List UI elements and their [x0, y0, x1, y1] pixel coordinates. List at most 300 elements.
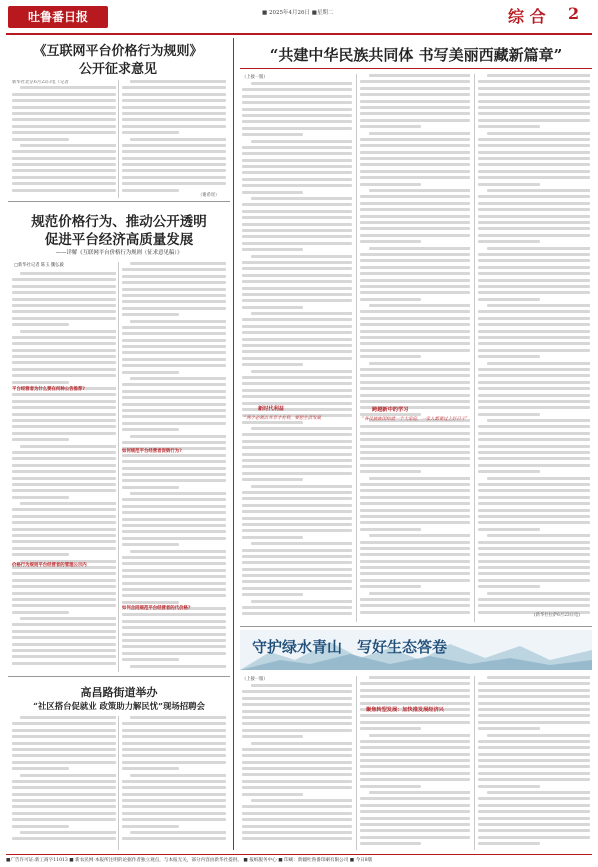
- text-line: [360, 138, 470, 141]
- text-line: [478, 413, 540, 416]
- text-line: [360, 515, 470, 518]
- text-line: [478, 547, 590, 550]
- text-line: [122, 511, 226, 514]
- text-line: [122, 415, 226, 418]
- text-line: [20, 272, 116, 275]
- text-line: [122, 326, 226, 329]
- text-line: [360, 611, 470, 614]
- text-line: [122, 364, 226, 367]
- text-line: [122, 786, 226, 789]
- text-line: [360, 695, 470, 698]
- text-line: [12, 112, 116, 115]
- text-line: [360, 279, 470, 282]
- text-line: [478, 560, 590, 563]
- text-line: [360, 804, 470, 807]
- text-line: [122, 268, 226, 271]
- text-line: [12, 157, 116, 160]
- text-line: [487, 534, 590, 537]
- article5-subhead1: 聚焦转型发展：加快推发展经济兴: [366, 707, 444, 713]
- text-line: [369, 791, 470, 794]
- text-line: [369, 247, 470, 250]
- text-line: [251, 140, 352, 143]
- text-line: [12, 169, 116, 172]
- text-line: [122, 93, 226, 96]
- text-line: [12, 400, 116, 403]
- text-line: [478, 394, 590, 397]
- text-line: [360, 323, 470, 326]
- text-line: [122, 454, 226, 457]
- text-line: [242, 748, 352, 751]
- text-line: [130, 377, 226, 380]
- text-line: [122, 176, 226, 179]
- text-line: [251, 197, 352, 200]
- text-line: [242, 761, 352, 764]
- text-line: [122, 403, 226, 406]
- text-line: [122, 118, 226, 121]
- text-line: [122, 313, 179, 316]
- text-line: [478, 279, 590, 282]
- text-line: [478, 93, 590, 96]
- text-line: [478, 438, 590, 441]
- text-line: [122, 112, 226, 115]
- text-line: [478, 259, 590, 262]
- text-line: [122, 569, 226, 572]
- text-line: [242, 523, 352, 526]
- text-line: [12, 457, 116, 460]
- text-line: [20, 617, 116, 620]
- article4-title: “共建中华民族共同体 书写美丽西藏新篇章”: [269, 46, 563, 64]
- text-line: [251, 684, 352, 687]
- text-line: [242, 837, 352, 840]
- text-line: [360, 528, 421, 531]
- text-line: [360, 374, 470, 377]
- text-line: [487, 132, 590, 135]
- text-line: [360, 785, 421, 788]
- text-line: [12, 464, 116, 467]
- text-line: [12, 118, 116, 121]
- text-line: [12, 304, 116, 307]
- text-line: [478, 170, 590, 173]
- text-line: [242, 574, 352, 577]
- text-line: [360, 823, 470, 826]
- text-line: [360, 93, 470, 96]
- text-line: [360, 381, 470, 384]
- text-line: [242, 114, 352, 117]
- text-line: [130, 550, 226, 553]
- text-line: [478, 483, 590, 486]
- text-line: [122, 371, 179, 374]
- article1-divider: [8, 201, 230, 202]
- text-line: [130, 492, 226, 495]
- text-line: [242, 433, 352, 436]
- text-line: [122, 486, 179, 489]
- text-line: [242, 716, 352, 719]
- text-line: [12, 515, 116, 518]
- text-line: [478, 496, 590, 499]
- text-line: [478, 708, 590, 711]
- text-line: [12, 163, 116, 166]
- text-line: [122, 144, 226, 147]
- text-line: [242, 497, 352, 500]
- text-line: [242, 504, 352, 507]
- text-line: [12, 483, 116, 486]
- text-line: [478, 163, 590, 166]
- article3-subtitle: “社区搭台促就业 政策助力解民忧”现场招聘会: [33, 701, 205, 711]
- text-line: [360, 112, 470, 115]
- article2-divider: [8, 676, 230, 677]
- text-line: [478, 387, 590, 390]
- text-line: [122, 169, 226, 172]
- text-line: [360, 355, 421, 358]
- text-line: [242, 338, 352, 341]
- text-line: [122, 351, 226, 354]
- text-line: [360, 144, 470, 147]
- text-line: [242, 421, 303, 424]
- text-line: [12, 419, 116, 422]
- text-line: [478, 425, 590, 428]
- text-line: [251, 600, 352, 603]
- text-line: [360, 400, 470, 403]
- text-line: [122, 601, 179, 604]
- text-line: [242, 767, 352, 770]
- text-line: [12, 470, 116, 473]
- text-line: [478, 817, 590, 820]
- text-line: [478, 336, 590, 339]
- text-line: [242, 472, 352, 475]
- text-line: [122, 281, 226, 284]
- text-line: [487, 362, 590, 365]
- text-line: [478, 714, 590, 717]
- text-line: [478, 381, 590, 384]
- article4-subhead2: 跨越新中的学习: [372, 407, 409, 413]
- text-line: [12, 598, 116, 601]
- text-line: [122, 633, 226, 636]
- text-line: [12, 611, 69, 614]
- text-line: [478, 509, 590, 512]
- text-line: [369, 534, 470, 537]
- column-divider: [118, 262, 119, 672]
- article2-subtitle: ——详解《互联网平台价格行为规则（征求意见稿）》: [55, 250, 183, 256]
- text-line: [360, 317, 470, 320]
- text-line: [12, 125, 116, 128]
- text-line: [360, 502, 470, 505]
- text-line: [242, 318, 352, 321]
- text-line: [360, 330, 470, 333]
- text-line: [478, 842, 540, 845]
- column-divider: [118, 80, 119, 198]
- text-line: [12, 355, 116, 358]
- text-line: [478, 759, 590, 762]
- text-line: [478, 215, 590, 218]
- text-line: [478, 80, 590, 83]
- article1-title-line2: 公开征求意见: [78, 62, 157, 77]
- text-line: [12, 754, 116, 757]
- text-line: [122, 125, 226, 128]
- text-line: [242, 248, 303, 251]
- text-line: [360, 87, 470, 90]
- text-line: [242, 805, 352, 808]
- text-line: [251, 742, 352, 745]
- text-line: [360, 298, 421, 301]
- text-line: [12, 438, 69, 441]
- text-line: [242, 722, 352, 725]
- text-line: [20, 831, 116, 834]
- text-line: [242, 491, 352, 494]
- text-line: [478, 598, 590, 601]
- text-line: [242, 690, 352, 693]
- text-line: [12, 317, 116, 320]
- text-line: [12, 451, 116, 454]
- text-line: [251, 485, 352, 488]
- text-line: [478, 470, 540, 473]
- text-line: [242, 587, 352, 590]
- text-line: [12, 761, 116, 764]
- text-line: [20, 144, 116, 147]
- column-divider: [356, 676, 357, 850]
- text-line: [12, 425, 116, 428]
- article4-quote1: “两个必须以共享才有利，要把生活发展: [244, 416, 321, 421]
- text-line: [12, 553, 69, 556]
- text-line: [478, 310, 590, 313]
- text-line: [478, 836, 590, 839]
- text-line: [360, 310, 470, 313]
- text-line: [369, 734, 470, 737]
- text-line: [122, 182, 226, 185]
- text-line: [122, 473, 226, 476]
- text-line: [122, 767, 179, 770]
- article4-lead: （上接一版）: [242, 75, 268, 80]
- text-line: [478, 323, 590, 326]
- text-line: [478, 689, 590, 692]
- text-line: [369, 592, 470, 595]
- text-line: [12, 729, 116, 732]
- text-line: [487, 676, 590, 679]
- text-line: [478, 528, 540, 531]
- text-line: [242, 203, 352, 206]
- article4-credit: (新华社拉萨6月23日电): [534, 613, 580, 618]
- text-line: [122, 467, 226, 470]
- text-line: [251, 312, 352, 315]
- column-divider: [356, 74, 357, 622]
- text-line: [12, 636, 116, 639]
- text-line: [242, 325, 352, 328]
- text-line: [242, 825, 352, 828]
- text-line: [478, 317, 590, 320]
- text-line: [122, 189, 179, 192]
- text-line: [242, 133, 303, 136]
- text-line: [122, 594, 226, 597]
- text-line: [122, 428, 179, 431]
- text-line: [360, 259, 470, 262]
- text-line: [242, 120, 352, 123]
- text-line: [360, 387, 470, 390]
- text-line: [360, 445, 470, 448]
- text-line: [122, 86, 226, 89]
- text-line: [360, 336, 470, 339]
- newspaper-logo: 吐鲁番日报: [8, 6, 108, 28]
- text-line: [242, 191, 303, 194]
- text-line: [360, 721, 470, 724]
- text-line: [12, 374, 116, 377]
- text-line: [369, 132, 470, 135]
- text-line: [122, 645, 226, 648]
- text-line: [20, 716, 116, 719]
- text-line: [242, 267, 352, 270]
- text-line: [242, 331, 352, 334]
- text-line: [360, 342, 470, 345]
- text-line: [122, 626, 226, 629]
- text-line: [242, 171, 352, 174]
- text-line: [122, 288, 226, 291]
- text-line: [478, 753, 590, 756]
- text-line: [478, 157, 590, 160]
- text-line: [478, 368, 590, 371]
- article5-body-col3: [478, 676, 590, 850]
- text-line: [122, 409, 226, 412]
- text-line: [242, 818, 352, 821]
- text-line: [478, 112, 590, 115]
- text-line: [360, 253, 470, 256]
- text-line: [242, 235, 352, 238]
- article2-question1: 平台经营者为什么要在何种公告推荐?: [12, 387, 85, 392]
- text-line: [122, 505, 226, 508]
- text-line: [487, 304, 590, 307]
- text-line: [360, 836, 470, 839]
- text-line: [20, 86, 116, 89]
- text-line: [478, 291, 590, 294]
- text-line: [478, 100, 590, 103]
- text-line: [242, 210, 352, 213]
- text-line: [12, 99, 116, 102]
- text-line: [12, 793, 116, 796]
- text-line: [478, 119, 590, 122]
- text-line: [478, 457, 590, 460]
- text-line: [12, 477, 116, 480]
- text-line: [122, 588, 226, 591]
- text-line: [130, 831, 226, 834]
- text-line: [360, 215, 470, 218]
- text-line: [122, 735, 226, 738]
- text-line: [360, 598, 470, 601]
- text-line: [360, 457, 470, 460]
- text-line: [122, 748, 226, 751]
- text-line: [478, 202, 590, 205]
- text-line: [122, 479, 226, 482]
- text-line: [242, 101, 352, 104]
- text-line: [12, 285, 116, 288]
- text-line: [242, 363, 303, 366]
- text-line: [12, 278, 116, 281]
- text-line: [12, 799, 116, 802]
- text-line: [130, 774, 226, 777]
- article2-body-col1: [12, 272, 116, 672]
- article3-body-col2: [122, 716, 226, 850]
- text-line: [20, 330, 116, 333]
- text-line: [12, 406, 116, 409]
- article2-question2: 如何规范平台经营者促销行为?: [122, 449, 182, 454]
- text-line: [12, 349, 116, 352]
- text-line: [478, 272, 590, 275]
- text-line: [360, 349, 470, 352]
- text-line: [360, 176, 470, 179]
- text-line: [242, 729, 352, 732]
- text-line: [122, 754, 226, 757]
- text-line: [487, 477, 590, 480]
- text-line: [360, 451, 470, 454]
- text-line: [242, 465, 352, 468]
- text-line: [122, 99, 226, 102]
- text-line: [242, 593, 303, 596]
- text-line: [130, 435, 226, 438]
- article5-title: 守护绿水青山 写好生态答卷: [252, 638, 448, 656]
- text-line: [360, 702, 470, 705]
- text-line: [122, 275, 226, 278]
- article2-question3: 价格行为规则平台经营者的管理公示内: [12, 563, 87, 568]
- text-line: [242, 780, 352, 783]
- text-line: [360, 817, 470, 820]
- text-line: [360, 291, 470, 294]
- text-line: [12, 534, 116, 537]
- text-line: [478, 541, 590, 544]
- text-line: [242, 561, 352, 564]
- column-divider: [474, 676, 475, 850]
- text-line: [242, 529, 352, 532]
- article4-quote2: “各民族族团结就一个大家庭，一家人都要过上好日子”: [362, 417, 468, 422]
- text-line: [360, 394, 470, 397]
- text-line: [122, 332, 226, 335]
- text-line: [12, 106, 116, 109]
- text-line: [12, 735, 116, 738]
- text-line: [20, 774, 116, 777]
- text-line: [122, 498, 226, 501]
- text-line: [478, 451, 590, 454]
- text-line: [12, 521, 116, 524]
- text-line: [12, 547, 116, 550]
- text-line: [360, 579, 470, 582]
- header-rule: [6, 33, 592, 35]
- text-line: [12, 298, 116, 301]
- text-line: [12, 722, 116, 725]
- text-line: [369, 362, 470, 365]
- text-line: [478, 765, 590, 768]
- text-line: [478, 374, 590, 377]
- text-line: [12, 780, 116, 783]
- text-line: [487, 734, 590, 737]
- text-line: [122, 358, 226, 361]
- text-line: [242, 299, 352, 302]
- text-line: [478, 342, 590, 345]
- text-line: [122, 163, 226, 166]
- text-line: [478, 266, 590, 269]
- text-line: [251, 542, 352, 545]
- text-line: [122, 742, 226, 745]
- text-line: [360, 202, 470, 205]
- text-line: [360, 489, 470, 492]
- text-line: [122, 383, 226, 386]
- text-line: [242, 459, 352, 462]
- text-line: [360, 163, 470, 166]
- text-line: [122, 620, 226, 623]
- text-line: [242, 229, 352, 232]
- text-line: [122, 761, 226, 764]
- article2-title-line1: 规范价格行为、推动公开透明: [31, 214, 207, 230]
- text-line: [242, 350, 352, 353]
- text-line: [369, 477, 470, 480]
- text-line: [369, 74, 470, 77]
- text-line: [478, 330, 590, 333]
- text-line: [478, 87, 590, 90]
- text-line: [369, 189, 470, 192]
